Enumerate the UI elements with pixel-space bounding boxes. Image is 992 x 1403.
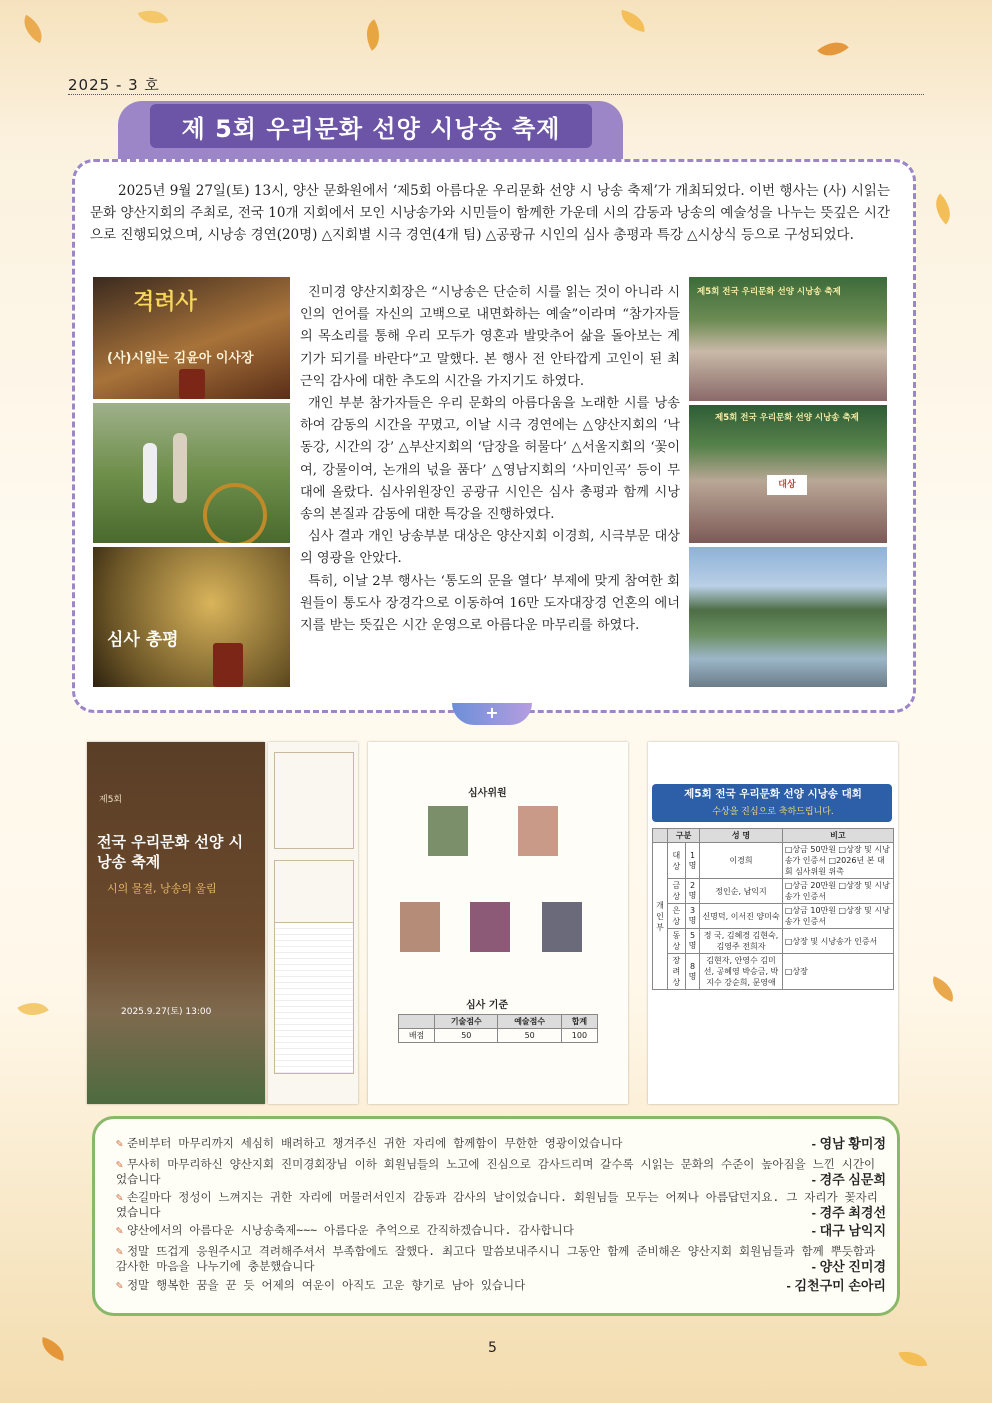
photo-caption: 심사 총평 [107, 630, 179, 650]
judge-photo [428, 806, 468, 856]
leaf-decoration [359, 19, 388, 51]
results-sheet [648, 742, 898, 1104]
criteria-cell: 50 [435, 1029, 498, 1043]
judge-photo [400, 902, 440, 952]
comment-author: - 양산 진미경 [811, 1259, 886, 1274]
brochure-cover [87, 742, 265, 1104]
criteria-cell: 50 [498, 1029, 561, 1043]
name-cell: 이경희 [700, 843, 783, 879]
pencil-icon: ✎ [116, 1223, 123, 1237]
judge-photo [518, 806, 558, 856]
note-cell: □상금 20만원 □상장 및 시낭송가 인증서 [782, 879, 893, 904]
leaf-decoration [17, 15, 49, 44]
comment-item [116, 1136, 886, 1151]
pencil-icon: ✎ [116, 1244, 123, 1258]
performer [173, 433, 187, 503]
photo-poetry-play [93, 403, 290, 543]
body-paragraph: 특히, 이날 2부 행사는 ‘통도의 문을 열다’ 부제에 맞게 참여한 회원들이 통도사 장경각으로 이동하여 16만 도자대장경 언혼의 에너지를 받는 뜻깊은 시간 운영으로 아름다운 마무리를 하였다. [300, 573, 680, 634]
performer [143, 443, 157, 503]
leaf-decoration [17, 995, 49, 1024]
comment-text: 양산에서의 아름다운 시낭송축제~~~ 아름다운 추억으로 간직하겠습니다. 감사합니다 [126, 1223, 574, 1237]
brochure-contents [268, 742, 358, 1104]
award-cell: 동상 [668, 929, 686, 954]
leaf-decoration [817, 34, 848, 65]
criteria-cell: 배점 [399, 1029, 435, 1043]
comment-item [116, 1244, 886, 1274]
cover-subtitle: 시의 물결, 낭송의 울림 [107, 882, 217, 895]
page-title: 제 5회 우리문화 선양 시낭송 축제 [150, 104, 592, 148]
photo-caption: 격려사 [133, 290, 197, 315]
photo-outdoor-group [689, 547, 887, 687]
comment-item [116, 1190, 886, 1220]
bicycle-wheel [203, 483, 267, 543]
award-cell: 금상 [668, 879, 686, 904]
note-cell: □상금 50만원 □상장 및 시낭송가 인증서 □2026년 본 대회 심사위원 위촉 [782, 843, 893, 879]
table-row [653, 843, 894, 879]
comment-item [116, 1157, 886, 1187]
note-cell: □상금 10만원 □상장 및 시낭송가 인증서 [782, 904, 893, 929]
cover-title: 전국 우리문화 선양 시낭송 축제 [97, 833, 244, 871]
photo-speech [93, 277, 290, 399]
results-title: 제5회 전국 우리문화 선양 시낭송 대회 [684, 788, 862, 800]
criteria-cell: 100 [561, 1029, 597, 1043]
count-cell: 3명 [685, 904, 699, 929]
photo-award-ceremony [689, 277, 887, 401]
leaf-decoration [38, 1337, 68, 1361]
comment-text: 정말 행복한 꿈을 꾼 듯 어제의 여운이 아직도 고운 향기로 남아 있습니다 [126, 1278, 526, 1292]
comment-text: 준비부터 마무리까지 세심히 배려하고 챙겨주신 귀한 자리에 함께함이 무한한 영광이었습니다 [126, 1136, 623, 1150]
comment-text: 손길마다 정성이 느껴지는 귀한 자리에 머물러서인지 감동과 감사의 날이었습니다. 회원님들 모두는 어찌나 아름답던지요. 그 자리가 꽃자리였습니다 [116, 1190, 878, 1219]
individual-results-table [652, 828, 894, 990]
leaf-decoration [619, 10, 648, 32]
brochure-judges-page [368, 742, 628, 1104]
section-divider: + [452, 703, 532, 725]
note-cell: □상장 및 시낭송가 인증서 [782, 929, 893, 954]
schedule-table [274, 922, 354, 1074]
judge-photo [542, 902, 582, 952]
comment-author: - 대구 남익지 [811, 1223, 886, 1238]
comment-item [116, 1223, 886, 1238]
judge-photo [470, 902, 510, 952]
table-row [653, 929, 894, 954]
name-cell: 정인순, 남익지 [700, 879, 783, 904]
count-cell: 5명 [685, 929, 699, 954]
header-divider [68, 94, 924, 95]
leaf-decoration [927, 193, 958, 224]
table-row [653, 904, 894, 929]
count-cell: 2명 [685, 879, 699, 904]
comment-author: - 영남 황미정 [811, 1136, 886, 1151]
issue-number: 2025 - 3 호 [68, 76, 160, 94]
table-header: 성 명 [700, 829, 783, 843]
comment-text: 무사히 마무리하신 양산지회 진미경회장님 이하 회원님들의 노고에 진심으로 감사드리며 갈수록 시읽는 문화의 수준이 높아짐을 느낀 시간이었습니다 [116, 1157, 876, 1186]
table-row [653, 954, 894, 990]
cover-small: 제5회 [99, 795, 123, 805]
pencil-icon: ✎ [116, 1157, 123, 1171]
criteria-header: 합계 [561, 1015, 597, 1029]
comment-author: - 김천구미 손아리 [786, 1278, 886, 1293]
table-header: 구분 [668, 829, 700, 843]
leaf-decoration [899, 1348, 928, 1370]
comment-author: - 경주 최경선 [811, 1205, 886, 1220]
results-subtitle: 수상을 진심으로 축하드립니다. [712, 807, 834, 817]
note-cell: □상장 [782, 954, 893, 990]
award-cell: 장려상 [668, 954, 686, 990]
award-cell: 대상 [668, 843, 686, 879]
pencil-icon: ✎ [116, 1190, 123, 1204]
name-cell: 정 국, 김혜경 김현숙, 김영주 전희자 [700, 929, 783, 954]
table-row [653, 879, 894, 904]
article-intro: 2025년 9월 27일(토) 13시, 양산 문화원에서 ‘제5회 아름다운 우리문화 선양 시 낭송 축제’가 개최되었다. 이번 행사는 (사) 시읽는 문화 양산지회의 주최로, 전국 10개 지회에서 모인 시낭송가와 시민들이 함께한 가운데 시의 감동과 낭송의 예술성을 나누는 뜻깊은 시간으로 진행되었으며, 시낭송 경연(20명) △지회별 시극 경연(4개 팀) △공광규 시인의 심사 총평과 특강 △시상식 등으로 구성되었다. [90, 183, 890, 243]
table-header [653, 829, 668, 843]
award-cell: 은상 [668, 904, 686, 929]
photo-group-stage [689, 405, 887, 543]
body-paragraph: 개인 부분 참가자들은 우리 문화의 아름다움을 노래한 시를 낭송하여 감동의 시간을 꾸몄고, 이날 시극 경연에는 △양산지회의 ‘낙동강, 시간의 강’ △부산지회의 ‘담장을 허물다’ △서울지회의 ‘꽃이여, 강물이여, 논개의 넋을 품다’ △영남지회의 ‘사미인곡’ 등이 무대에 올랐다. 심사위원장인 공광규 시인은 심사 총평과 함께 시낭송의 본질과 감동에 대한 특강을 진행하였다. [300, 396, 680, 523]
leaf-decoration [138, 4, 169, 30]
table-header: 비고 [782, 829, 893, 843]
criteria-table [398, 1014, 598, 1043]
comment-author: - 경주 심문희 [811, 1172, 886, 1187]
leaf-decoration [928, 976, 959, 1002]
criteria-header: 기술점수 [435, 1015, 498, 1029]
criteria-header [399, 1015, 435, 1029]
photo-judge-review [93, 547, 290, 687]
count-cell: 8명 [685, 954, 699, 990]
banner-text: 제5회 전국 우리문화 선양 시낭송 축제 [715, 413, 859, 423]
name-cell: 김현자, 안영수 김미선, 공혜영 박승금, 박지수 강순희, 문영애 [700, 954, 783, 990]
comment-item [116, 1278, 886, 1293]
criteria-header: 예술점수 [498, 1015, 561, 1029]
judges-heading: 심사위원 [468, 788, 507, 799]
contents-box [274, 752, 354, 849]
pencil-icon: ✎ [116, 1278, 123, 1292]
name-cell: 신명덕, 이서진 양미숙 [700, 904, 783, 929]
criteria-heading: 심사 기준 [466, 1000, 509, 1011]
count-cell: 1명 [685, 843, 699, 879]
page-number: 5 [488, 1340, 497, 1356]
article-body [300, 282, 680, 637]
pencil-icon: ✎ [116, 1136, 123, 1150]
podium [213, 643, 243, 687]
cover-date: 2025.9.27(토) 13:00 [121, 1007, 212, 1017]
award-board: 대상 [767, 475, 807, 495]
body-paragraph: 심사 결과 개인 낭송부분 대상은 양산지회 이경희, 시극부문 대상의 영광을 안았다. [300, 529, 680, 567]
body-paragraph: 진미경 양산지회장은 “시낭송은 단순히 시를 읽는 것이 아니라 시인의 언어를 자신의 고백으로 내면화하는 예술”이라며 “참가자들의 목소리를 통해 우리 모두가 영혼과 발맞추어 삶을 돌아보는 계기가 되기를 바란다”고 말했다. 본 행사 전 안타깝게 고인이 된 최근익 감사에 대한 추도의 시간을 가지기도 하였다. [300, 285, 680, 389]
podium [179, 369, 205, 399]
banner-text: 제5회 전국 우리문화 선양 시낭송 축제 [697, 287, 841, 297]
photo-caption-sub: (사)시읽는 김윤아 이사장 [107, 351, 254, 366]
comment-text: 정말 뜨겁게 응원주시고 격려해주셔서 부족함에도 잘했다. 최고다 말씀보내주시니 그동안 함께 준비해온 양산지회 회원님들과 함께 뿌듯함과 감사한 마음을 나누기에 충분했습니다 [116, 1244, 876, 1273]
row-group-label: 개인부 [653, 843, 668, 990]
